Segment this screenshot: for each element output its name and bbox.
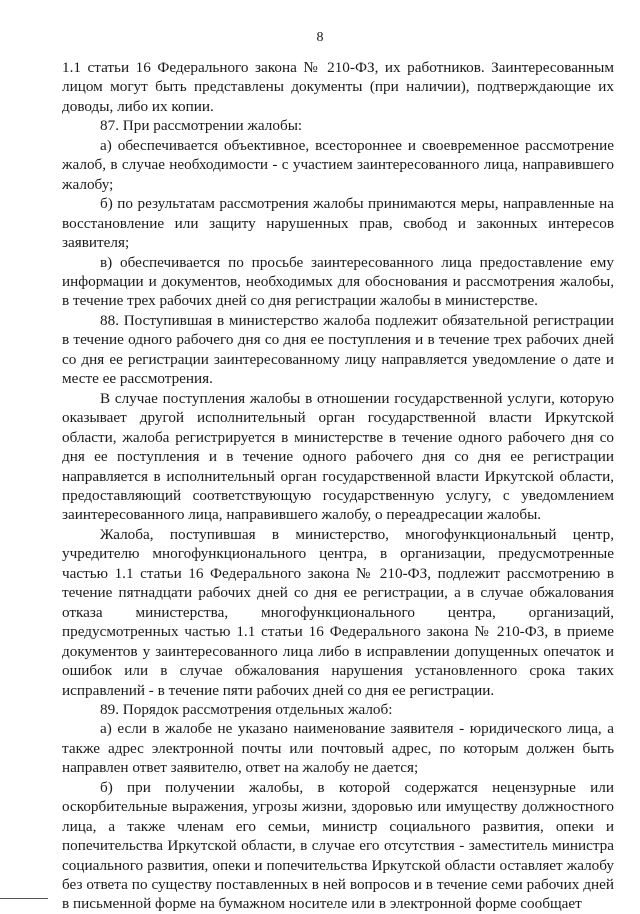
paragraph: 88. Поступившая в министерство жалоба подлежит обязательной регистрации в течение одного рабочего дня со дня ее поступления и в течение трех рабочих дней со дня ее регистрации заинтересованному лицу направляется уведомление о дате и месте ее рассмотрения. bbox=[62, 311, 614, 388]
paragraph: б) при получении жалобы, в которой содержатся нецензурные или оскорбительные выражения, угрозы жизни, здоровью или имуществу должностного лица, а также членам его семьи, министр социального развития, опеки и попечительства Иркутской области, в случае его отсутствия - заместитель министра социального развития, опеки и попечительства Иркутской области оставляет жалобу без ответа по существу поставленных в ней вопросов и в течение семи рабочих дней в письменной форме на бумажном носителе или в электронной форме сообщает bbox=[62, 778, 614, 913]
paragraph: в) обеспечивается по просьбе заинтересованного лица предоставление ему информации и документов, необходимых для обоснования и рассмотрения жалобы, в течение трех рабочих дней со дня регистрации жалобы в министерстве. bbox=[62, 253, 614, 310]
footer-rule bbox=[0, 898, 48, 899]
page-number: 8 bbox=[316, 30, 324, 45]
paragraph: б) по результатам рассмотрения жалобы принимаются меры, направленные на восстановление или защиту нарушенных прав, свобод и законных интересов заявителя; bbox=[62, 195, 614, 252]
paragraph: 1.1 статьи 16 Федерального закона № 210-ФЗ, их работников. Заинтересованным лицом могут быть представлены документы (при наличии), подтверждающие их доводы, либо их копии. bbox=[62, 59, 614, 115]
paragraph: Жалоба, поступившая в министерство, многофункциональный центр, учредителю многофункционального центра, в организации, предусмотренные частью 1.1 статьи 16 Федерального закона № 210-ФЗ, подлежит рассмотрению в течение пятнадцати рабочих дней со дня ее регистрации, а в случае обжалования отказа министерства, многофункционального центра, организаций, предусмотренных частью 1.1 статьи 16 Федерального закона № 210-ФЗ, в приеме документов у заинтересованного лица либо в исправлении допущенных опечаток и ошибок или в случае обжалования нарушения установленного срока таких исправлений - в течение пяти рабочих дней со дня ее регистрации. bbox=[62, 525, 614, 699]
paragraph: 89. Порядок рассмотрения отдельных жалоб: bbox=[100, 700, 393, 718]
paragraph: а) обеспечивается объективное, всестороннее и своевременное рассмотрение жалоб, в случае необходимости - с участием заинтересованного лица, направившего жалобу; bbox=[62, 136, 614, 193]
document-body bbox=[62, 58, 614, 914]
paragraph: а) если в жалобе не указано наименование заявителя - юридического лица, а также адрес электронной почты или почтовый адрес, по которым должен быть направлен ответ заявителю, ответ на жалобу не дается; bbox=[62, 720, 614, 777]
paragraph: 87. При рассмотрении жалобы: bbox=[100, 117, 303, 135]
paragraph: В случае поступления жалобы в отношении государственной услуги, которую оказывает другой исполнительный орган государственной власти Иркутской области, жалоба регистрируется в министерстве в течение одного рабочего дня со дня ее поступления и в течение одного рабочего дня со дня ее регистрации направляется в исполнительный орган государственной власти Иркутской области, предоставляющий соответствующую государственную услугу, с уведомлением заинтересованного лица, направившего жалобу, о переадресации жалобы. bbox=[62, 389, 614, 524]
